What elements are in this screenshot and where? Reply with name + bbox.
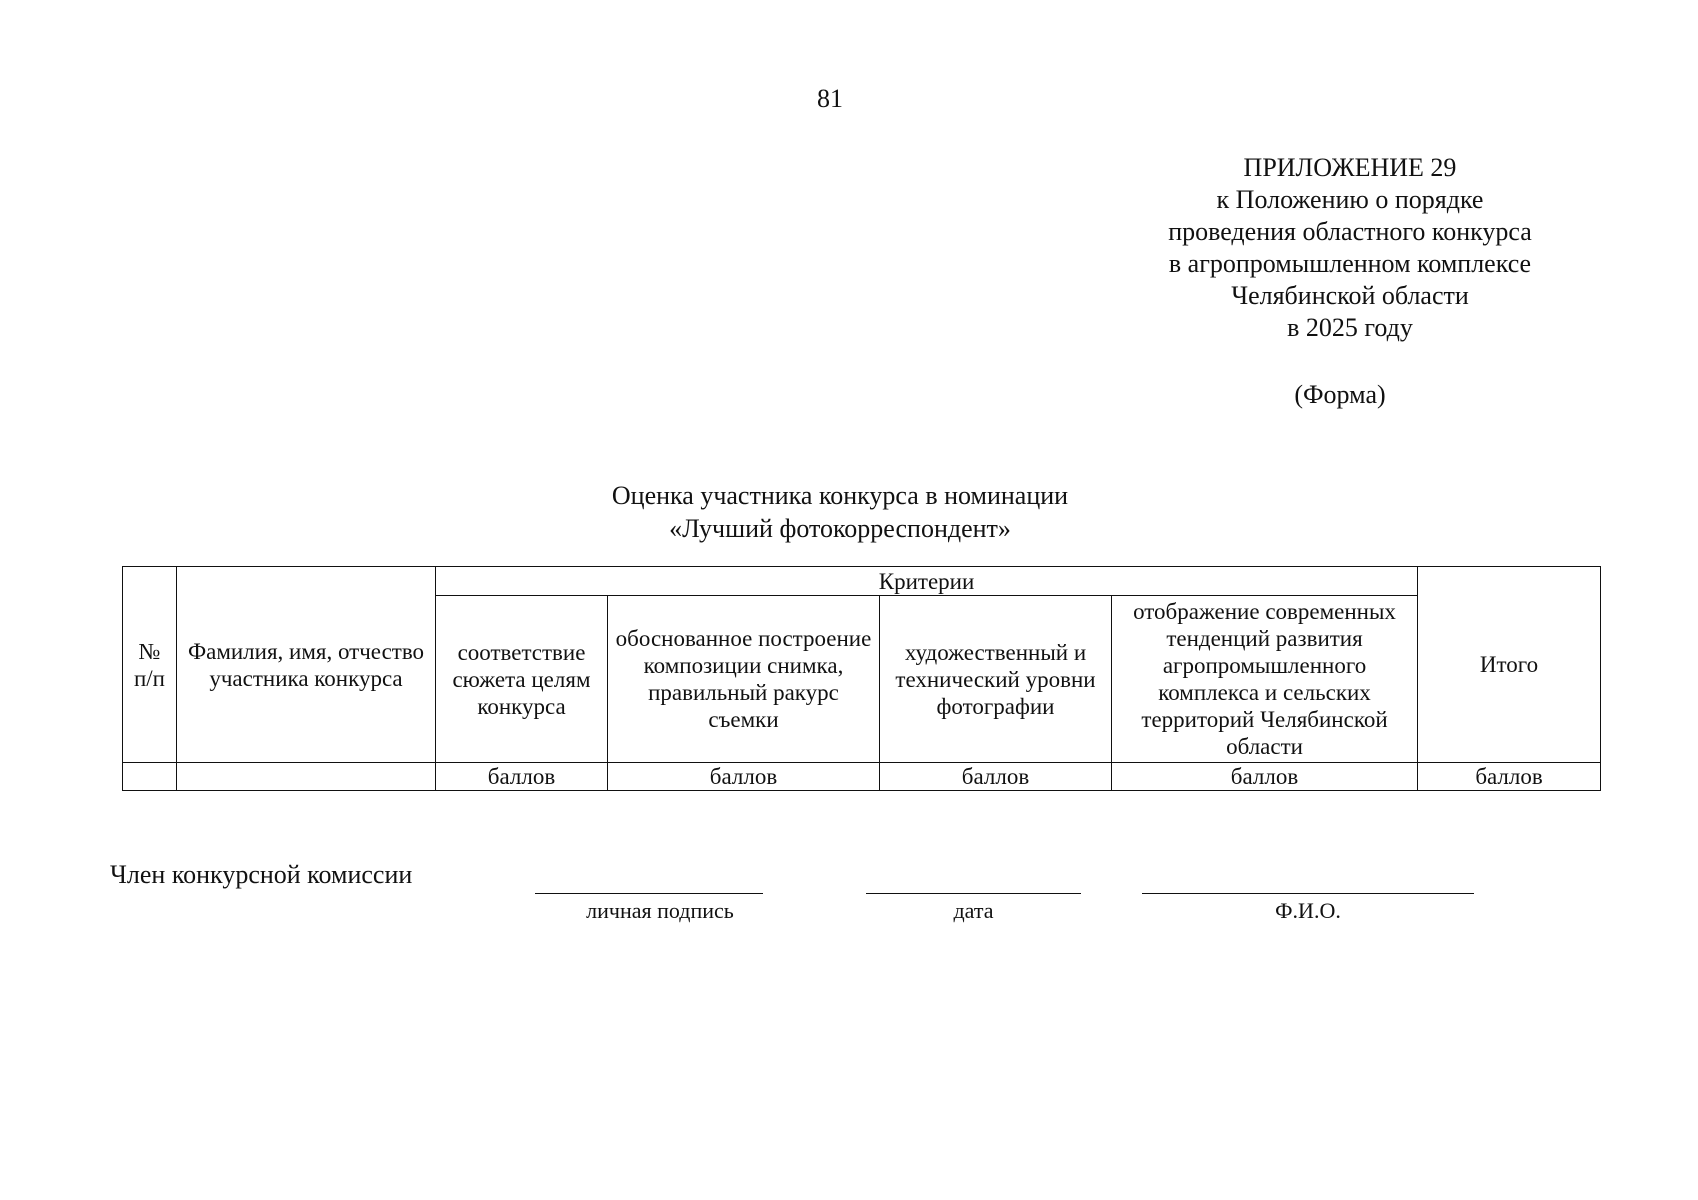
header-number: № п/п: [123, 567, 177, 763]
form-label: (Форма): [1294, 380, 1386, 409]
header-criteria: Критерии: [436, 567, 1418, 596]
appendix-line: ПРИЛОЖЕНИЕ 29: [1243, 153, 1457, 182]
units-cell-total: баллов: [1418, 763, 1601, 791]
header-criterion: отображение современных тенденций развития агропромышленного комплекса и сельских территорий Челябинской области: [1112, 596, 1418, 763]
document-title-line: Оценка участника конкурса в номинации: [611, 481, 1069, 510]
header-criterion: художественный и технический уровни фотографии: [880, 596, 1112, 763]
table-header-row: [123, 567, 1601, 596]
commission-member-label: Член конкурсной комиссии: [110, 860, 413, 889]
units-cell: баллов: [608, 763, 880, 791]
header-total: Итого: [1418, 567, 1601, 763]
signature-line: [535, 893, 763, 894]
page-number: 81: [817, 84, 843, 113]
units-cell: баллов: [1112, 763, 1418, 791]
signature-caption: личная подпись: [586, 898, 734, 923]
fio-caption: Ф.И.О.: [1275, 898, 1341, 923]
units-cell: баллов: [436, 763, 608, 791]
date-caption: дата: [953, 898, 994, 923]
document-title-line: «Лучший фотокорреспондент»: [669, 514, 1011, 543]
header-criterion: соответствие сюжета целям конкурса: [436, 596, 608, 763]
appendix-line: к Положению о порядке: [1216, 185, 1484, 214]
document-title: [480, 479, 1200, 545]
appendix-line: в агропромышленном комплексе: [1168, 249, 1532, 278]
header-criterion: обоснованное построение композиции снимка, правильный ракурс съемки: [608, 596, 880, 763]
header-name: Фамилия, имя, отчество участника конкурса: [177, 567, 436, 763]
evaluation-table: [122, 566, 1601, 791]
appendix-line: в 2025 году: [1287, 313, 1413, 342]
table-row: [123, 763, 1601, 791]
appendix-block: [1110, 152, 1590, 344]
appendix-line: Челябинской области: [1231, 281, 1469, 310]
fio-line: [1142, 893, 1474, 894]
units-cell-number: [123, 763, 177, 791]
appendix-line: проведения областного конкурса: [1168, 217, 1532, 246]
units-cell: баллов: [880, 763, 1112, 791]
date-line: [866, 893, 1081, 894]
units-cell-name: [177, 763, 436, 791]
